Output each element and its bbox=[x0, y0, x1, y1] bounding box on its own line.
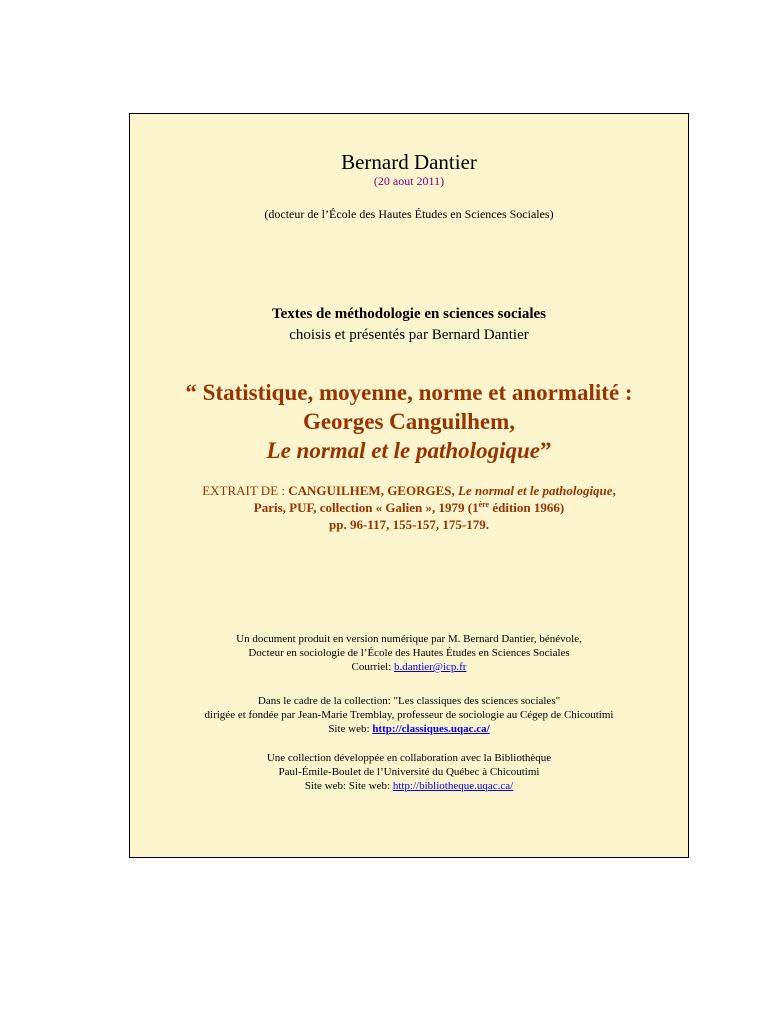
series-subtitle: choisis et présentés par Bernard Dantier bbox=[289, 327, 529, 343]
credits-library-line-1: Une collection développée en collaboration avec la Bibliothèque bbox=[266, 752, 552, 764]
credits-block-library bbox=[130, 751, 688, 793]
title-book-name: Le normal et le pathologique bbox=[266, 438, 540, 463]
credits-library-site-line bbox=[130, 779, 688, 793]
title-line-1: “ Statistique, moyenne, norme et anormalité : bbox=[185, 380, 633, 405]
extract-reference bbox=[130, 482, 688, 533]
extract-superscript: ère bbox=[478, 500, 490, 509]
extract-author: CANGUILHEM, GEORGES, bbox=[288, 483, 458, 498]
extract-line-1 bbox=[130, 482, 688, 499]
library-site-link[interactable]: http://bibliotheque.uqac.ca/ bbox=[392, 780, 514, 792]
extract-prefix: EXTRAIT DE : bbox=[202, 483, 289, 498]
extract-book: Le normal et le pathologique bbox=[458, 483, 613, 498]
credits-producer-line-1: Un document produit en version numérique par M. Bernard Dantier, bénévole, bbox=[236, 633, 582, 645]
title-page-panel bbox=[129, 113, 689, 858]
credits-block-collection bbox=[130, 694, 688, 736]
credits-block-producer bbox=[130, 632, 688, 674]
extract-line-2 bbox=[130, 499, 688, 516]
site-label: Site web: bbox=[328, 723, 373, 735]
extract-comma: , bbox=[612, 483, 616, 498]
title-line-2: Georges Canguilhem, bbox=[302, 409, 516, 434]
library-site-label: Site web: Site web: bbox=[304, 780, 393, 792]
credits-collection-site-line bbox=[130, 722, 688, 736]
email-link[interactable]: b.dantier@icp.fr bbox=[394, 661, 467, 673]
classiques-site-link[interactable]: http://classiques.uqac.ca/ bbox=[372, 723, 490, 735]
extract-edition: édition 1966) bbox=[489, 500, 565, 515]
author-credential: (docteur de l’École des Hautes Études en Sciences Sociales) bbox=[264, 207, 554, 221]
credits-email-line bbox=[130, 660, 688, 674]
extract-line-3 bbox=[130, 516, 688, 533]
credits-collection-line-2: dirigée et fondée par Jean-Marie Tremblay, professeur de sociologie au Cégep de Chicoutimi bbox=[204, 709, 614, 721]
extract-pages: pp. 96-117, 155-157, 175-179. bbox=[329, 517, 489, 532]
email-label: Courriel: bbox=[351, 661, 395, 673]
document-title bbox=[130, 378, 688, 465]
title-line-3 bbox=[130, 436, 688, 465]
extract-publisher: Paris, PUF, collection « Galien », 1979 (1 bbox=[253, 500, 479, 515]
credits-library-line-2: Paul-Émile-Boulet de l’Université du Québec à Chicoutimi bbox=[278, 766, 540, 778]
author-name: Bernard Dantier bbox=[341, 150, 477, 174]
document-date: (20 aout 2011) bbox=[373, 174, 445, 188]
credits-producer-line-2: Docteur en sociologie de l’École des Hautes Études en Sciences Sociales bbox=[248, 647, 570, 659]
credits-collection-line-1: Dans le cadre de la collection: "Les classiques des sciences sociales" bbox=[257, 695, 561, 707]
title-closing-quote: ” bbox=[539, 438, 552, 463]
series-title: Textes de méthodologie en sciences sociales bbox=[272, 306, 546, 322]
